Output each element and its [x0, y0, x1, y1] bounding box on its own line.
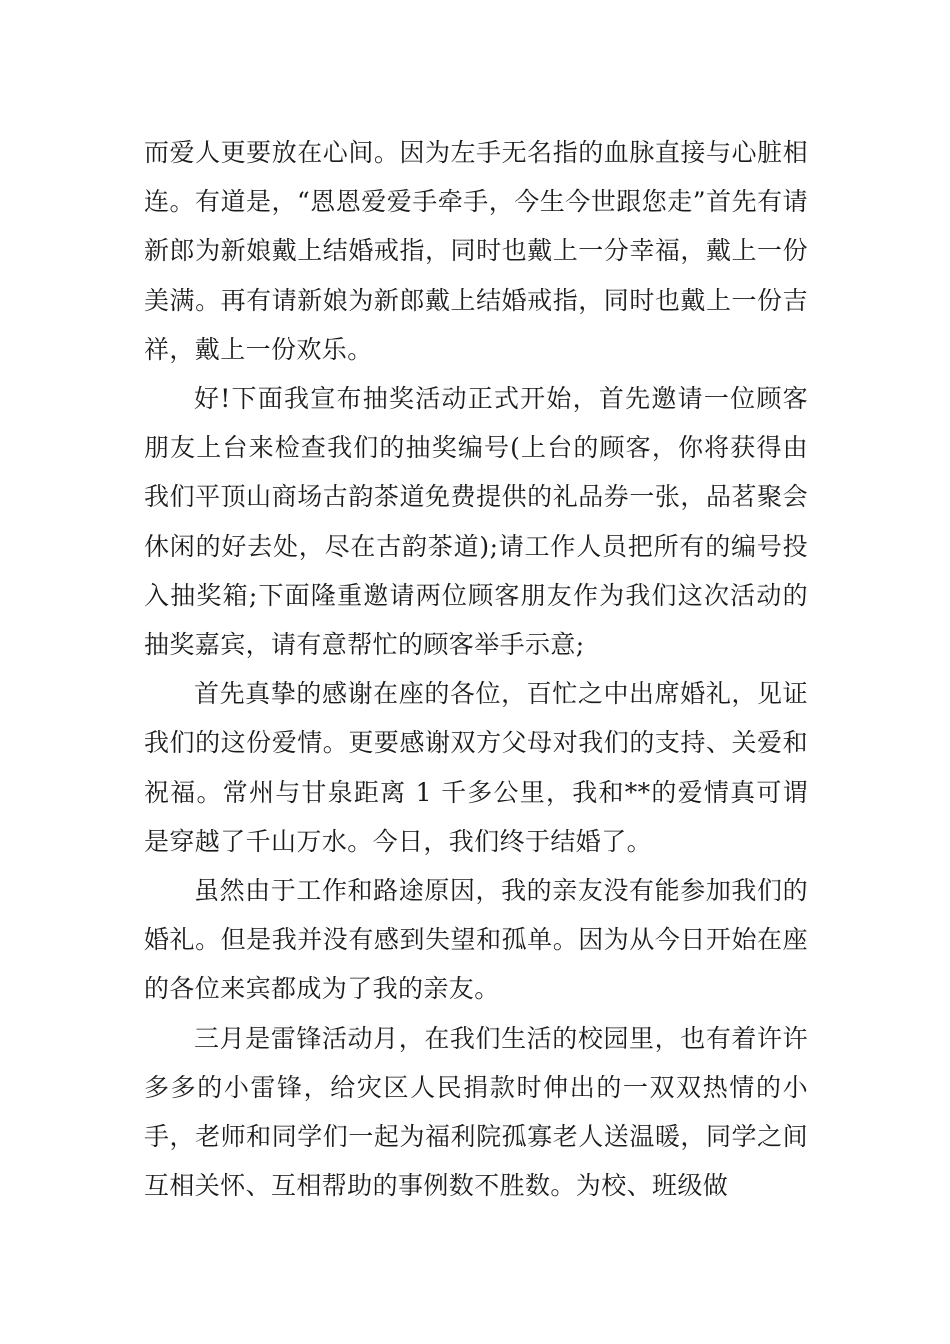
paragraph-relatives: 虽然由于工作和路途原因，我的亲友没有能参加我们的婚礼。但是我并没有感到失望和孤单。因为从今日开始在座的各位来宾都成为了我的亲友。	[144, 876, 808, 1004]
paragraph-thanks: 首先真挚的感谢在座的各位，百忙之中出席婚礼，见证我们的这份爱情。更要感谢双方父母对我们的支持、关爱和祝福。常州与甘泉距离 1 千多公里，我和**的爱情真可谓是穿越了千山万水。今日，我们终于结婚了。	[144, 679, 808, 856]
paragraph-ring-exchange: 而爱人更要放在心间。因为左手无名指的血脉直接与心脏相连。有道是，“恩恩爱爱手牵手，今生今世跟您走”首先有请新郎为新娘戴上结婚戒指，同时也戴上一分幸福，戴上一份美满。再有请新娘为新郎戴上结婚戒指，同时也戴上一份吉祥，戴上一份欢乐。	[144, 138, 808, 364]
paragraph-lei-feng: 三月是雷锋活动月，在我们生活的校园里，也有着许许多多的小雷锋，给灾区人民捐款时伸出的一双双热情的小手，老师和同学们一起为福利院孤寡老人送温暖，同学之间互相关怀、互相帮助的事例数不胜数。为校、班级做	[144, 1023, 808, 1201]
document-body	[144, 128, 808, 1210]
paragraph-lottery: 好!下面我宣布抽奖活动正式开始，首先邀请一位顾客朋友上台来检查我们的抽奖编号(上台的顾客，你将获得由我们平顶山商场古韵茶道免费提供的礼品券一张，品茗聚会休闲的好去处，尽在古韵茶道);请工作人员把所有的编号投入抽奖箱;下面隆重邀请两位顾客朋友作为我们这次活动的抽奖嘉宾，请有意帮忙的顾客举手示意;	[144, 384, 808, 660]
